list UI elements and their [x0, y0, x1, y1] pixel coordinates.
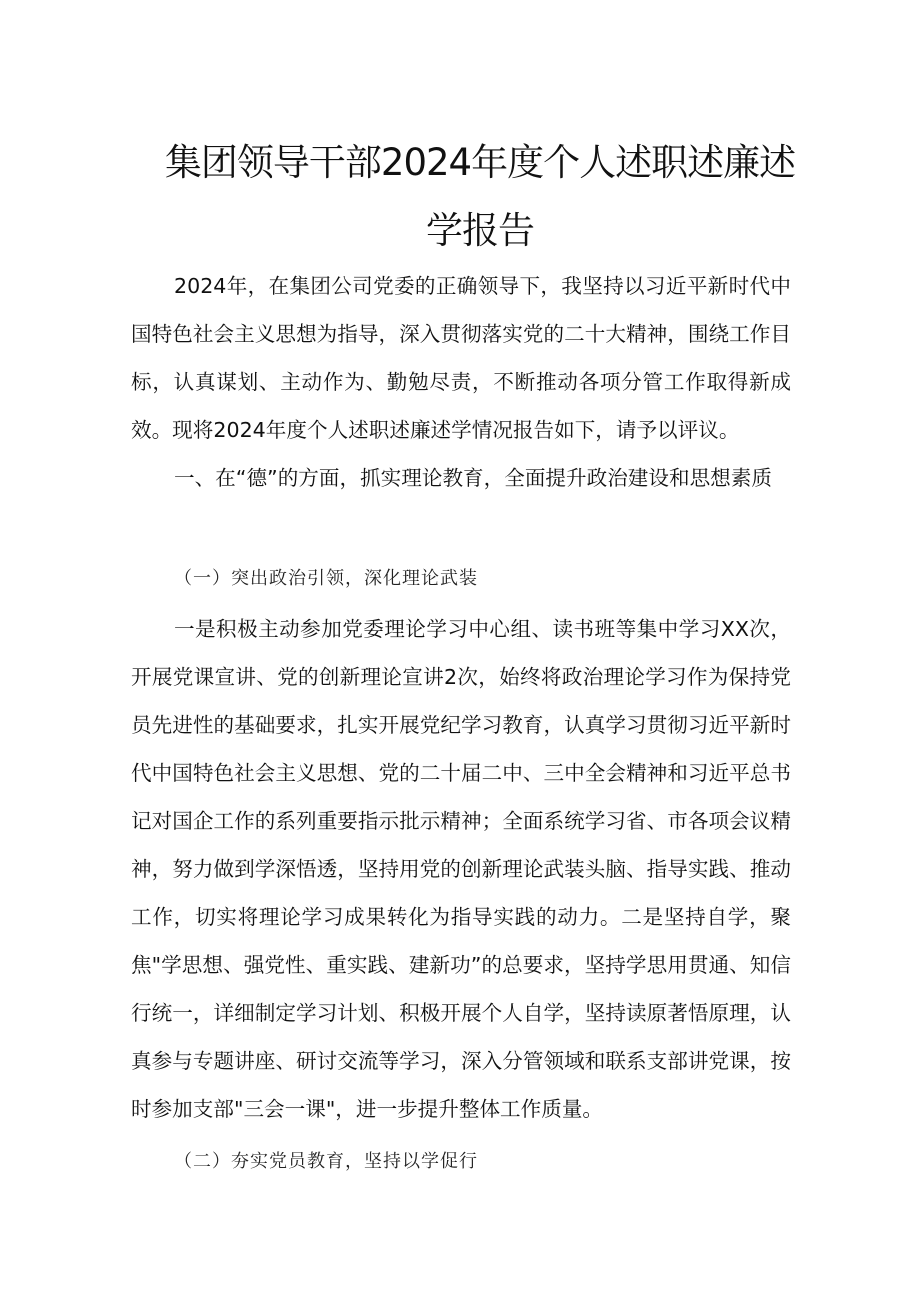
subsection-heading-2: （二）夯实党员教育，坚持以学促行 — [174, 1151, 478, 1172]
intro-paragraph: 2024年，在集团公司党委的正确领导下，我坚持以习近平新时代中国特色社会主义思想为指导，深入贯彻落实党的二十大精神，围绕工作目标，认真谋划、主动作为、勤勉尽责，不断推动各项分管工作取得新成效。现将2024年度个人述职述廉述学情况报告如下，请予以评议。 — [131, 274, 791, 442]
subsection-heading-1: （一）突出政治引领，深化理论武装 — [174, 568, 478, 589]
document-title-line1: 集团领导干部2024年度个人述职述廉述 — [164, 141, 796, 184]
section-heading-de: 一、在“德”的方面，抓实理论教育，全面提升政治建设和思想素质 — [174, 466, 772, 490]
subsection-body-1: 一是积极主动参加党委理论学习中心组、读书班等集中学习XX次，开展党课宣讲、党的创新理论宣讲2次，始终将政治理论学习作为保持党员先进性的基础要求，扎实开展党纪学习教育，认真学习贯彻习近平新时代中国特色社会主义思想、党的二十届二中、三中全会精神和习近平总书记对国企工作的系列重要指示批示精神；全面系统学习省、市各项会议精神，努力做到学深悟透，坚持用党的创新理论武装头脑、指导实践、推动工作，切实将理论学习成果转化为指导实践的动力。二是坚持自学，聚焦"学思想、强党性、重实践、建新功”的总要求，坚持学思用贯通、知信行统一，详细制定学习计划、积极开展个人自学，坚持读原著悟原理，认真参与专题讲座、研讨交流等学习，深入分管领域和联系支部讲党课，按时参加支部"三会一课"，进一步提升整体工作质量。 — [131, 617, 791, 1121]
document-title-line2: 学报告 — [426, 209, 534, 252]
